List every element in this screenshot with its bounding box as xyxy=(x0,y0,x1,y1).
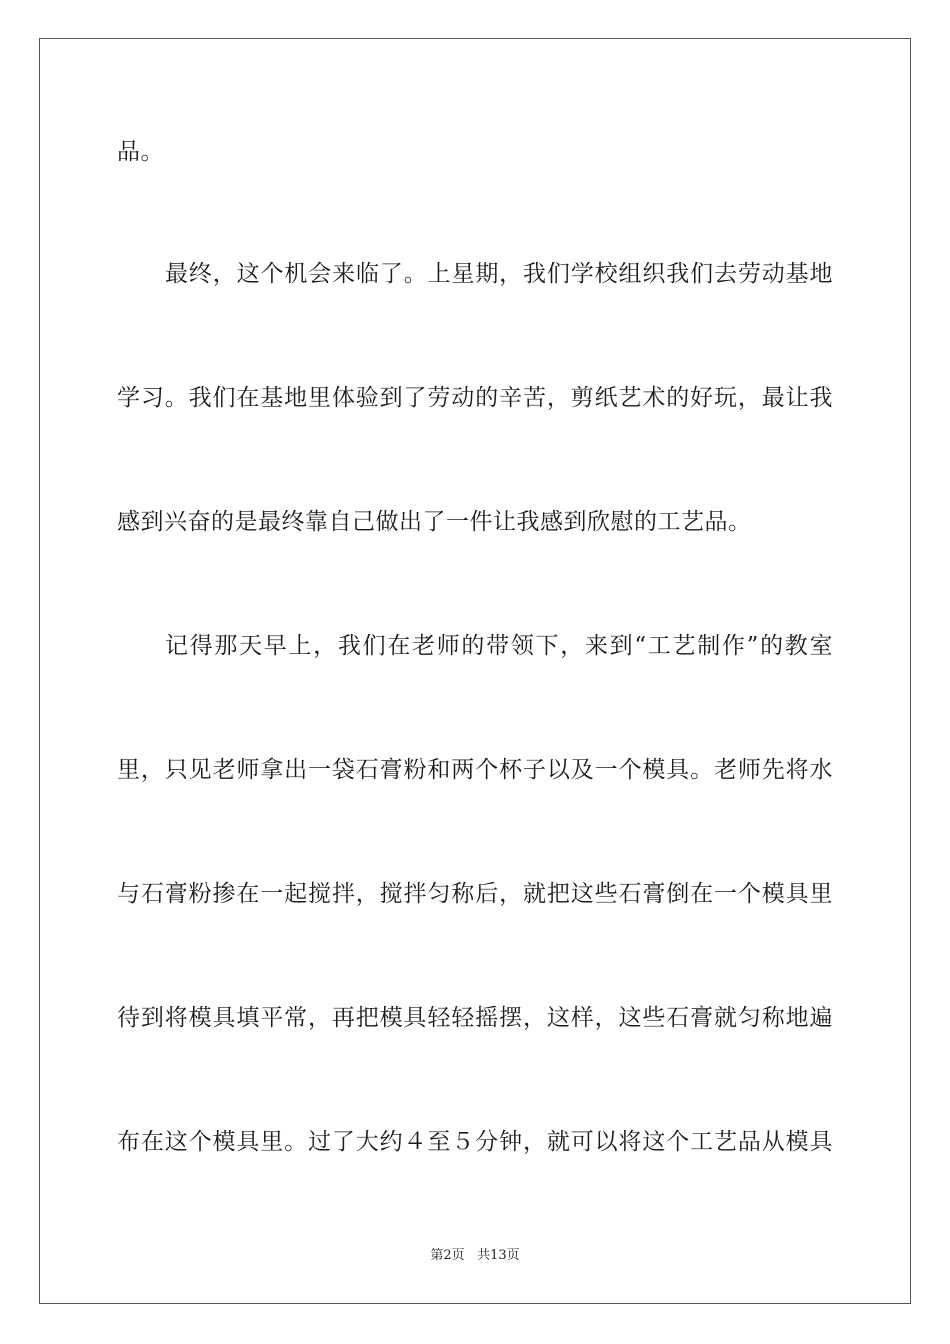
page-number: 第2页 xyxy=(430,1248,465,1263)
text-line-1: 品。 xyxy=(117,139,164,165)
page-border xyxy=(39,38,911,1304)
text-line-2: 最终，这个机会来临了。上星期，我们学校组织我们去劳动基地 xyxy=(165,261,833,287)
text-line-3: 学习。我们在基地里体验到了劳动的辛苦，剪纸艺术的好玩，最让我 xyxy=(117,385,833,411)
text-line-4: 感到兴奋的是最终靠自己做出了一件让我感到欣慰的工艺品。 xyxy=(117,509,752,535)
text-line-8: 待到将模具填平常，再把模具轻轻摇摆，这样，这些石膏就匀称地遍 xyxy=(117,1005,833,1031)
page-footer xyxy=(0,1247,950,1265)
text-line-6: 里，只见老师拿出一袋石膏粉和两个杯子以及一个模具。老师先将水 xyxy=(117,757,833,783)
text-line-9: 布在这个模具里。过了大约４至５分钟，就可以将这个工艺品从模具 xyxy=(117,1129,833,1155)
page-total: 共13页 xyxy=(477,1248,520,1263)
text-line-7: 与石膏粉掺在一起搅拌，搅拌匀称后，就把这些石膏倒在一个模具里 xyxy=(117,881,833,907)
text-line-5: 记得那天早上，我们在老师的带领下，来到“工艺制作”的教室 xyxy=(165,633,833,659)
